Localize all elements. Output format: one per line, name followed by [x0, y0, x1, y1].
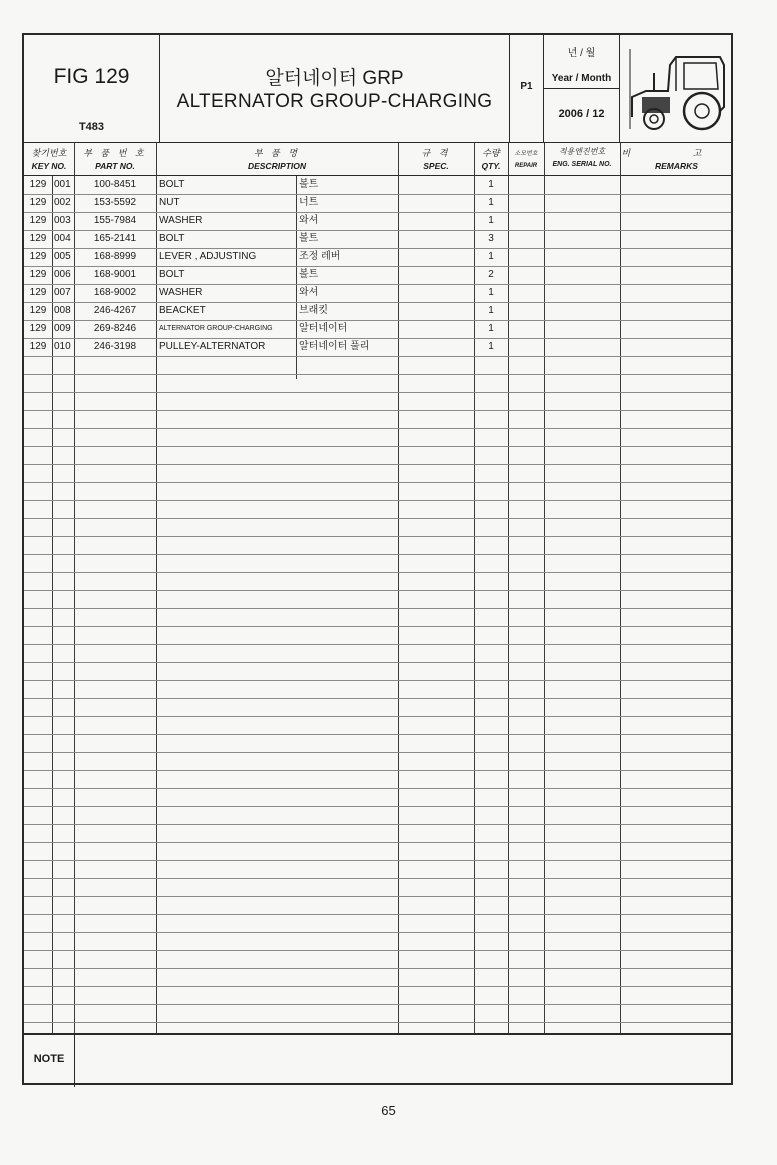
row-qty: 1	[488, 323, 494, 334]
row-desc-ko: 볼트	[299, 269, 319, 280]
col-description: 부 품 명 DESCRIPTION	[247, 148, 307, 171]
row-part-no: 155-7984	[93, 215, 137, 226]
title-korean: 알터네이터 GRP	[265, 68, 404, 89]
row-desc-en: WASHER	[159, 215, 203, 226]
col-qty: 수량 QTY.	[481, 148, 501, 171]
row-qty: 1	[488, 305, 494, 316]
col-part-no: 부 품 번 호 PART NO.	[83, 148, 147, 171]
row-key: 001	[54, 179, 71, 190]
row-key: 004	[54, 233, 71, 244]
row-qty: 1	[488, 341, 494, 352]
row-fig: 129	[29, 215, 47, 226]
row-key: 006	[54, 269, 71, 280]
row-part-no: 165-2141	[93, 233, 137, 244]
row-fig: 129	[29, 305, 47, 316]
row-qty: 1	[488, 251, 494, 262]
page-box	[510, 35, 544, 142]
page-number: 65	[381, 1103, 396, 1118]
row-part-no: 168-9001	[93, 269, 137, 280]
issue-date: 2006 / 12	[558, 108, 605, 120]
row-desc-en: ALTERNATOR GROUP-CHARGING	[159, 325, 273, 332]
row-desc-ko: 너트	[299, 197, 319, 208]
note-area	[24, 1033, 731, 1087]
row-desc-ko: 와셔	[299, 287, 319, 298]
row-desc-en: BEACKET	[159, 305, 206, 316]
row-part-no: 100-8451	[93, 179, 137, 190]
row-key: 007	[54, 287, 71, 298]
row-fig: 129	[29, 341, 47, 352]
row-qty: 1	[488, 179, 494, 190]
row-key: 003	[54, 215, 71, 226]
row-desc-en: BOLT	[159, 269, 185, 280]
column-header-row	[24, 143, 731, 176]
col-spec: 규 격 SPEC.	[421, 148, 451, 171]
row-desc-ko: 조정 레버	[299, 251, 341, 262]
row-qty: 2	[488, 269, 494, 280]
year-month-korean: 년 / 월	[567, 48, 596, 59]
row-part-no: 246-4267	[93, 305, 137, 316]
row-desc-en: WASHER	[159, 287, 203, 298]
row-desc-ko: 와셔	[299, 215, 319, 226]
row-key: 009	[54, 323, 71, 334]
row-desc-en: LEVER , ADJUSTING	[159, 251, 257, 262]
tractor-picture-box	[620, 35, 733, 142]
row-fig: 129	[29, 197, 47, 208]
row-key: 008	[54, 305, 71, 316]
row-qty: 1	[488, 197, 494, 208]
row-fig: 129	[29, 269, 47, 280]
title-english: ALTERNATOR GROUP-CHARGING	[176, 91, 493, 112]
model-code: T483	[78, 121, 105, 133]
row-desc-ko: 브래킷	[299, 305, 328, 316]
row-desc-en: BOLT	[159, 233, 185, 244]
row-qty: 1	[488, 287, 494, 298]
row-desc-en: PULLEY-ALTERNATOR	[159, 341, 266, 352]
row-key: 010	[54, 341, 71, 352]
row-part-no: 246-3198	[93, 341, 137, 352]
col-remarks: 비 고 REMARKS	[621, 148, 732, 171]
row-desc-ko: 볼트	[299, 233, 319, 244]
row-part-no: 168-9002	[93, 287, 137, 298]
row-fig: 129	[29, 287, 47, 298]
row-desc-en: NUT	[159, 197, 180, 208]
fig-number: FIG 129	[53, 65, 130, 88]
title-box	[160, 35, 510, 142]
year-month-english: Year / Month	[551, 73, 612, 84]
tractor-icon	[624, 45, 730, 131]
col-key: 찾기번호 KEY NO.	[31, 148, 67, 171]
row-desc-ko: 알터네이터	[299, 323, 348, 334]
row-qty: 1	[488, 215, 494, 226]
row-fig: 129	[29, 179, 47, 190]
row-part-no: 269-8246	[93, 323, 137, 334]
row-desc-ko: 볼트	[299, 179, 319, 190]
page-code: P1	[520, 81, 533, 92]
row-fig: 129	[29, 323, 47, 334]
year-month-box	[544, 35, 620, 142]
parts-sheet	[22, 33, 733, 1085]
col-repair: 소모번호 REPAIR	[514, 151, 538, 169]
note-label: NOTE	[24, 1035, 75, 1087]
col-serial: 적용엔진번호 ENG. SERIAL NO.	[552, 147, 612, 168]
row-fig: 129	[29, 251, 47, 262]
row-key: 002	[54, 197, 71, 208]
row-part-no: 153-5592	[93, 197, 137, 208]
row-desc-ko: 알터네이터 풀리	[299, 341, 370, 352]
fig-box	[24, 35, 160, 142]
row-part-no: 168-8999	[93, 251, 137, 262]
row-desc-en: BOLT	[159, 179, 185, 190]
row-fig: 129	[29, 233, 47, 244]
row-qty: 3	[488, 233, 494, 244]
row-key: 005	[54, 251, 71, 262]
